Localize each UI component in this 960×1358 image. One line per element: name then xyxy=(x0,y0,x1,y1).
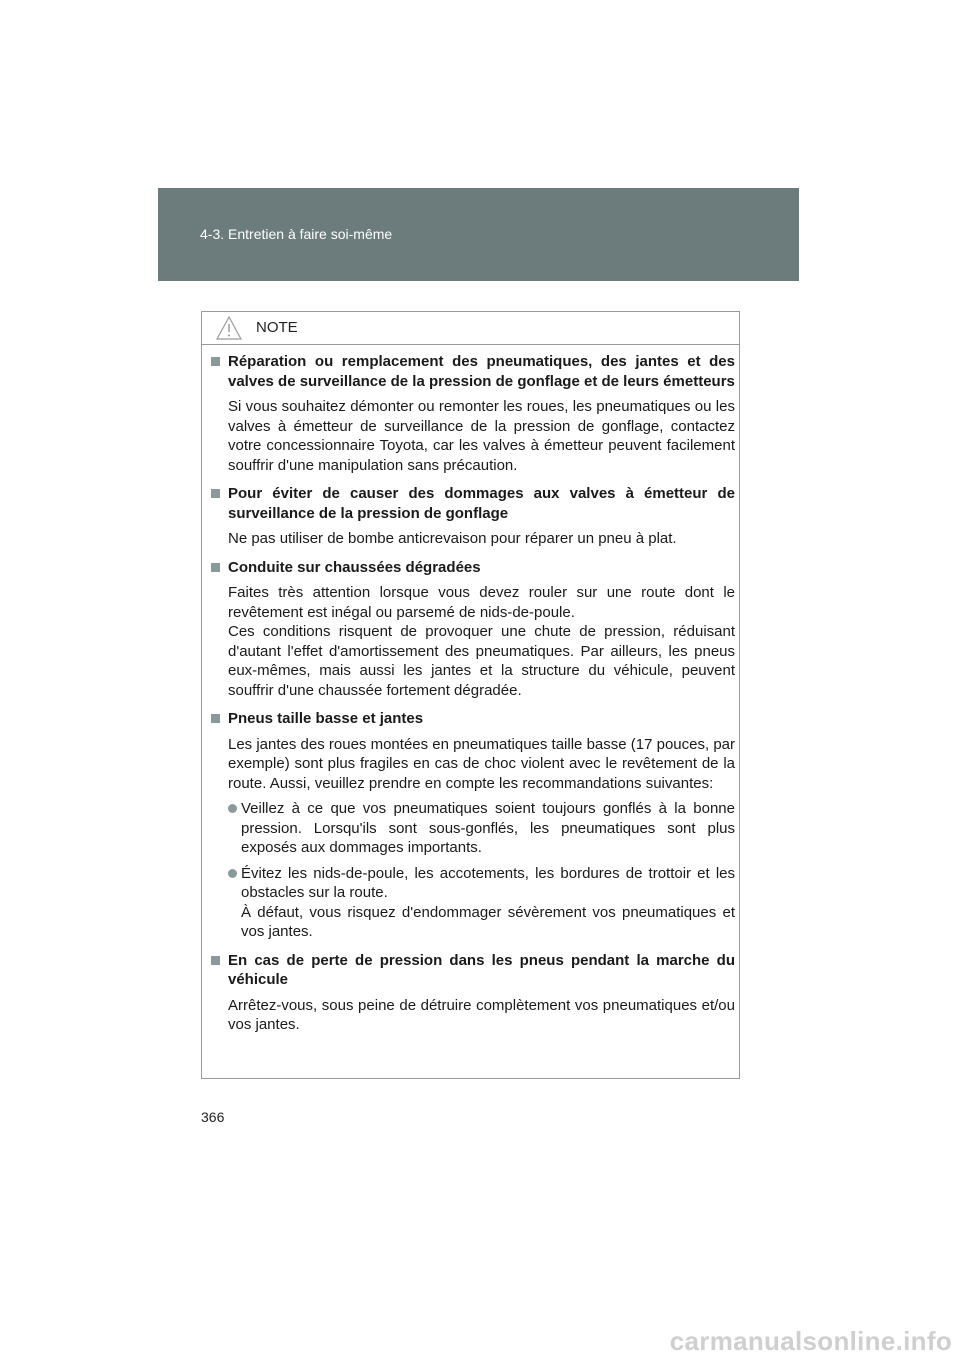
circle-bullet-icon xyxy=(228,804,237,813)
note-section xyxy=(210,558,735,701)
list-item-text: Veillez à ce que vos pneumatiques soient toujours gonflés à la bonne pression. Lorsqu'ils sont sous-gonflés, les pneumatiques sont plus exposés aux dommages importants. xyxy=(241,800,735,856)
note-section xyxy=(210,484,735,549)
list-item xyxy=(210,799,735,858)
section-title: Conduite sur chaussées dégradées xyxy=(228,558,481,576)
section-title: Pour éviter de causer des dommages aux valves à émetteur de surveillance de la pression de gonflage xyxy=(228,485,735,522)
list-item-text: Évitez les nids-de-poule, les accotements, les bordures de trottoir et les obstacles sur la route. xyxy=(241,864,735,901)
page-number: 366 xyxy=(201,1109,225,1125)
section-paragraph: Faites très attention lorsque vous devez rouler sur une route dont le revêtement est inégal ou parsemé de nids-de-poule. xyxy=(228,584,735,621)
circle-bullet-icon xyxy=(228,869,237,878)
note-box xyxy=(201,311,740,1079)
square-bullet-icon xyxy=(211,714,220,723)
note-section xyxy=(210,951,735,1035)
section-paragraph: Arrêtez-vous, sous peine de détruire complètement vos pneumatiques et/ou vos jantes. xyxy=(228,996,735,1033)
section-title: Réparation ou remplacement des pneumatiques, des jantes et des valves de surveillance de la pression de gonflage et de leurs émetteurs xyxy=(228,353,735,390)
section-paragraph: Ces conditions risquent de provoquer une chute de pression, réduisant d'autant l'effet d'amortissement des pneumatiques. Par ailleurs, les pneus eux-mêmes, mais aussi les jantes et la structure du véhicule, peuvent souffrir d'une chaussée fortement dégradée. xyxy=(228,623,735,699)
chapter-title: 4-3. Entretien à faire soi-même xyxy=(200,226,393,242)
note-header xyxy=(202,312,739,345)
watermark: carmanualsonline.info xyxy=(669,1326,952,1356)
square-bullet-icon xyxy=(211,956,220,965)
section-paragraph: Ne pas utiliser de bombe anticrevaison pour réparer un pneu à plat. xyxy=(228,530,677,547)
square-bullet-icon xyxy=(211,563,220,572)
square-bullet-icon xyxy=(211,489,220,498)
section-paragraph: Si vous souhaitez démonter ou remonter les roues, les pneumatiques ou les valves à émetteur de surveillance de la pression de gonflage, contactez votre concessionnaire Toyota, car les valves à émetteur peuvent facilement souffrir d'une manipulation sans précaution. xyxy=(228,398,735,474)
section-paragraph: Les jantes des roues montées en pneumatiques taille basse (17 pouces, par exemple) sont plus fragiles en cas de choc violent avec le revêtement de la route. Aussi, veuillez prendre en compte les recommandations suivantes: xyxy=(228,735,735,792)
section-title: En cas de perte de pression dans les pneus pendant la marche du véhicule xyxy=(228,951,735,988)
note-title: NOTE xyxy=(256,319,298,336)
list-item-text: À défaut, vous risquez d'endommager sévèrement vos pneumatiques et vos jantes. xyxy=(241,903,735,940)
list-item xyxy=(210,864,735,942)
section-title: Pneus taille basse et jantes xyxy=(228,710,424,727)
note-section xyxy=(210,352,735,475)
note-section xyxy=(210,709,735,942)
square-bullet-icon xyxy=(211,357,220,366)
warning-triangle-icon xyxy=(216,316,242,340)
note-content xyxy=(210,352,735,1044)
